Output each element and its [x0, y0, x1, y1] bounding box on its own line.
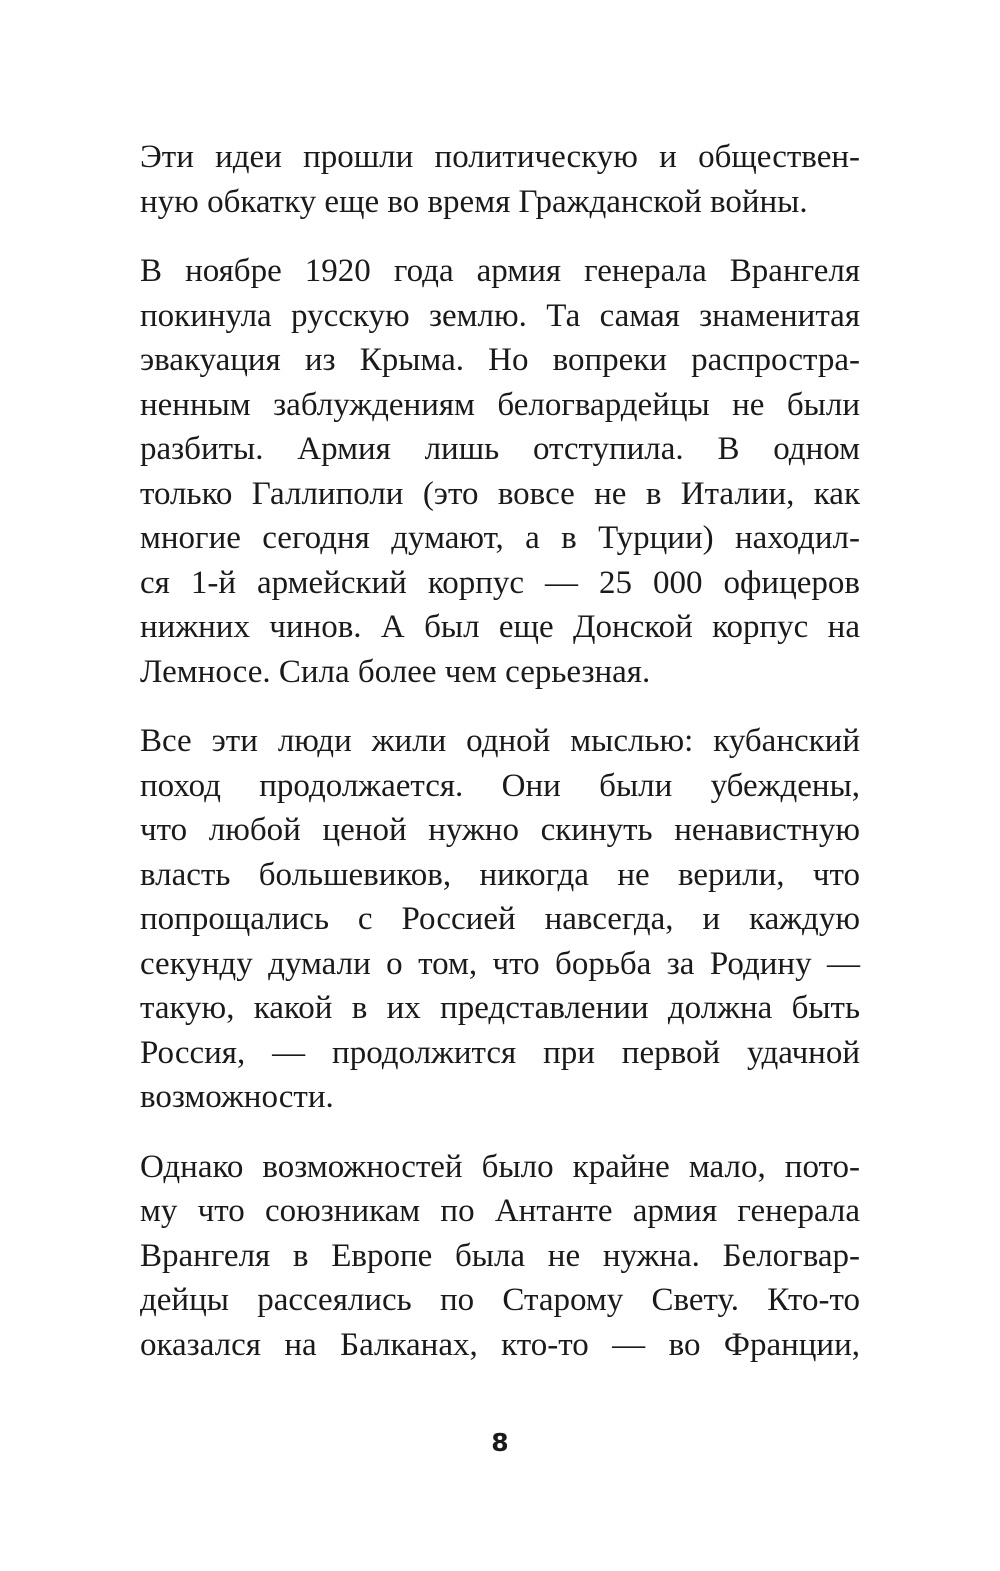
- text-line: ную обкатку еще во время Гражданской войны.: [140, 183, 808, 220]
- text-line: эвакуация из Крыма. Но вопреки распростра-: [140, 342, 860, 378]
- text-line: такую, какой в их представлении должна быть: [140, 990, 860, 1026]
- text-line: Эти идеи прошли политическую и обществен-: [140, 139, 860, 175]
- page-number: 8: [491, 1428, 509, 1457]
- paragraph-3: [140, 719, 860, 1120]
- text-line: Врангеля в Европе была не нужна. Белогвар-: [140, 1237, 860, 1274]
- text-line: му что союзникам по Антанте армия генерала: [140, 1193, 860, 1229]
- paragraph-1: [140, 135, 860, 224]
- text-line: ся 1-й армейский корпус — 25 000 офицеров: [140, 564, 860, 601]
- text-line: поход продолжается. Они были убеждены,: [140, 767, 860, 804]
- text-line: попрощались с Россией навсегда, и каждую: [140, 901, 860, 937]
- text-line: власть большевиков, никогда не верили, что: [140, 856, 860, 893]
- text-line: нижних чинов. А был еще Донской корпус на: [140, 609, 860, 645]
- text-line: Лемносе. Сила более чем серьезная.: [140, 653, 651, 690]
- text-line: Россия, — продолжится при первой удачной: [140, 1034, 860, 1071]
- text-line: многие сегодня думают, а в Турции) находил-: [140, 520, 860, 556]
- text-line: покинула русскую землю. Та самая знаменитая: [140, 297, 860, 334]
- paragraph-4: [140, 1145, 860, 1368]
- paragraph-2: [140, 249, 860, 694]
- text-line: только Галлиполи (это вовсе не в Италии, как: [140, 475, 860, 512]
- text-line: оказался на Балканах, кто-то — во Франции,: [140, 1326, 860, 1363]
- body-text: [140, 135, 860, 1392]
- text-line: Однако возможностей было крайне мало, пото-: [140, 1148, 860, 1185]
- text-line: дейцы рассеялись по Старому Свету. Кто-то: [140, 1282, 860, 1318]
- text-line: возможности.: [140, 1079, 334, 1115]
- text-line: разбиты. Армия лишь отступила. В одном: [140, 431, 860, 467]
- text-line: ненным заблуждениям белогвардейцы не были: [140, 386, 860, 423]
- text-line: секунду думали о том, что борьба за Родину —: [140, 945, 860, 982]
- text-line: что любой ценой нужно скинуть ненавистную: [140, 812, 860, 848]
- text-line: В ноябре 1920 года армия генерала Врангеля: [140, 253, 860, 289]
- text-line: Все эти люди жили одной мыслью: кубанский: [140, 723, 860, 759]
